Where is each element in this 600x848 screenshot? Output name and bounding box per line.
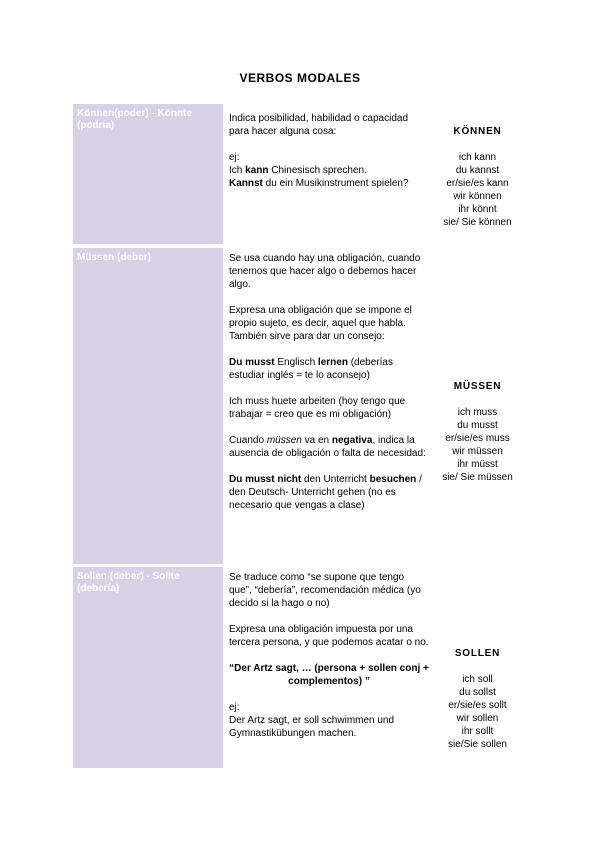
section-description [229,252,429,512]
example-sentence: Der Artz sagt, er soll schwimmen und Gymnastikübungen machen. [229,715,395,739]
conjugation-row: wir müssen [452,446,503,457]
conjugation-heading: SOLLEN [454,648,501,659]
section-description [229,571,429,740]
conjugation-row: wir können [453,191,502,202]
paragraph: Ich muss huete arbeiten (hoy tengo que trabajar = creo que es mi obligación) [229,396,406,420]
paragraph: Expresa una obligación impuesta por una tercera persona, y que podemos acatar o no. [229,624,429,648]
conjugation-row: sie/ Sie müssen [442,472,513,483]
conjugation-table [430,647,525,751]
formula: “Der Artz sagt, … (persona + sollen conj + complementos) ” [229,663,429,687]
page-title: VERBOS MODALES [239,71,361,85]
section-label: Können(poder) - Könnte (podría) [77,108,192,131]
section-label-cell [73,248,223,564]
section-label: Sollen (deber) - Sollte (debería) [77,571,180,594]
paragraph: Se usa cuando hay una obligación, cuando tenemos que hacer algo o debemos hacer algo. [229,253,421,290]
conjugation-row: wir sollen [456,713,499,724]
example-label: ej: [229,702,240,713]
section-description [229,112,429,190]
conjugation-row: er/sie/es kann [446,178,509,189]
conjugation-row: du musst [457,420,498,431]
paragraph: Se traduce como “se supone que tengo que”, “debería”, recomendación médica (yo decido si la hago o no) [229,572,421,609]
conjugation-row: ich soll [462,674,493,685]
paragraph: Du musst nicht den Unterricht besuchen / den Deutsch- Unterricht gehen (no es necesario que vengas a clase) [229,474,422,511]
section-label: Müssen (deber) [77,252,151,263]
conjugation-heading: KÖNNEN [453,126,502,137]
intro-text: Indica posibilidad, habilidad o capacidad para hacer alguna cosa: [229,113,409,137]
conjugation-row: sie/Sie sollen [448,739,507,750]
example-sentence: Ich kann Chinesisch sprechen. [229,165,367,176]
conjugation-row: ihr könnt [458,204,497,215]
example-label: ej: [229,152,240,163]
conjugation-heading: MÜSSEN [453,381,502,392]
conjugation-table [430,125,525,229]
paragraph: Cuando müssen va en negativa, indica la ausencia de obligación o falta de necesidad: [229,435,426,459]
section-label-cell [73,567,223,768]
conjugation-table [430,380,525,484]
conjugation-row: ihr müsst [457,459,498,470]
paragraph: Expresa una obligación que se impone el propio sujeto, es decir, aquel que habla. También sirve para dar un consejo: [229,305,412,342]
section-label-cell [73,104,223,244]
conjugation-row: du kannst [455,165,500,176]
conjugation-row: er/sie/es sollt [448,700,507,711]
conjugation-row: du sollst [459,687,496,698]
example-sentence: Kannst du ein Musikinstrument spielen? [229,178,409,189]
conjugation-row: ich muss [457,407,498,418]
conjugation-row: ihr sollt [461,726,494,737]
conjugation-row: er/sie/es muss [445,433,510,444]
conjugation-row: sie/ Sie können [443,217,512,228]
paragraph: Du musst Englisch lernen (deberías estudiar inglés = te lo aconsejo) [229,357,393,381]
conjugation-row: ich kann [458,152,497,163]
